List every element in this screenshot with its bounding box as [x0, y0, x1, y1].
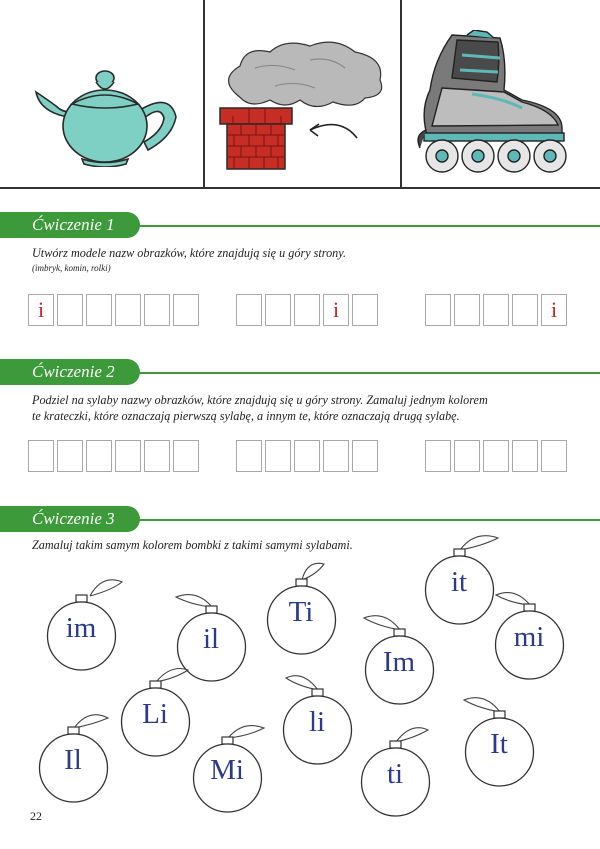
ornament-bauble[interactable]	[116, 660, 194, 760]
letter-box[interactable]: i	[541, 294, 567, 326]
ornament-syllable: mi	[513, 621, 545, 653]
ornament-syllable: Ti	[288, 596, 314, 628]
syllable-box[interactable]	[454, 440, 480, 472]
ornament-bauble[interactable]	[278, 668, 356, 768]
letter-box-group-rollerskates	[425, 294, 567, 326]
syllable-box[interactable]	[173, 440, 199, 472]
letter-box[interactable]	[425, 294, 451, 326]
letter-box[interactable]	[57, 294, 83, 326]
syllable-box[interactable]	[115, 440, 141, 472]
letter-box[interactable]: i	[323, 294, 349, 326]
syllable-box-group-teapot	[28, 440, 199, 472]
exercise3-rule	[120, 519, 600, 521]
letter-box[interactable]	[236, 294, 262, 326]
ornament-bauble[interactable]	[490, 583, 568, 683]
syllable-box[interactable]	[57, 440, 83, 472]
exercise1-instruction: Utwórz modele nazw obrazków, które znajdują się u góry strony.	[32, 246, 347, 260]
letter-box[interactable]	[512, 294, 538, 326]
exercise2-instruction-line1: Podziel na sylaby nazwy obrazków, które znajdują się u góry strony. Zamaluj jednym kolorem	[32, 393, 488, 407]
syllable-box[interactable]	[265, 440, 291, 472]
rollerskate-icon	[412, 30, 577, 180]
syllable-box-group-chimney	[236, 440, 378, 472]
ornament-bauble[interactable]	[356, 720, 434, 820]
picture-row-border	[0, 187, 600, 189]
letter-box[interactable]	[173, 294, 199, 326]
letter-box[interactable]	[294, 294, 320, 326]
ornament-syllable: Mi	[210, 754, 244, 786]
picture-divider	[203, 0, 205, 188]
syllable-box[interactable]	[323, 440, 349, 472]
exercise2-title: Ćwiczenie 2	[0, 359, 140, 385]
letter-box[interactable]	[115, 294, 141, 326]
letter-box[interactable]	[265, 294, 291, 326]
syllable-box[interactable]	[236, 440, 262, 472]
ornament-syllable: Li	[142, 698, 168, 730]
exercise2-instruction-line2: te krateczki, które oznaczają pierwszą sylabę, a innym te, które oznaczają drugą sylabę.	[32, 409, 460, 423]
letter-box[interactable]	[144, 294, 170, 326]
syllable-box[interactable]	[294, 440, 320, 472]
ornament-bauble[interactable]	[188, 716, 266, 816]
ornament-syllable: It	[490, 728, 508, 760]
teapot-icon	[30, 62, 180, 167]
ornament-bauble[interactable]	[360, 608, 438, 708]
exercise1-title: Ćwiczenie 1	[0, 212, 140, 238]
syllable-box-group-rollerskates	[425, 440, 567, 472]
picture-divider	[400, 0, 402, 188]
exercise2-rule	[120, 372, 600, 374]
picture-row	[0, 0, 600, 188]
letter-box[interactable]: i	[28, 294, 54, 326]
syllable-box[interactable]	[512, 440, 538, 472]
syllable-box[interactable]	[86, 440, 112, 472]
exercise1-rule	[120, 225, 600, 227]
ornament-syllable: il	[202, 623, 220, 655]
letter-box-group-teapot	[28, 294, 199, 326]
letter-box[interactable]	[454, 294, 480, 326]
ornament-syllable: ti	[386, 758, 404, 790]
ornament-bauble[interactable]	[460, 690, 538, 790]
syllable-box[interactable]	[144, 440, 170, 472]
exercise3-instruction: Zamaluj takim samym kolorem bombki z takimi samymi sylabami.	[32, 538, 353, 552]
letter-box[interactable]	[86, 294, 112, 326]
letter-box[interactable]	[483, 294, 509, 326]
syllable-box[interactable]	[352, 440, 378, 472]
syllable-box[interactable]	[541, 440, 567, 472]
exercise3-title: Ćwiczenie 3	[0, 506, 140, 532]
ornament-bauble[interactable]	[34, 706, 112, 806]
chimney-icon	[215, 38, 390, 173]
ornament-syllable: it	[450, 566, 468, 598]
letter-box-group-chimney	[236, 294, 378, 326]
exercise1-hint: (imbryk, komin, rolki)	[32, 263, 111, 273]
syllable-box[interactable]	[28, 440, 54, 472]
letter-box[interactable]	[352, 294, 378, 326]
ornament-syllable: im	[65, 612, 97, 644]
ornament-bauble[interactable]	[42, 574, 120, 674]
ornament-bauble[interactable]	[262, 558, 340, 658]
ornament-syllable: Il	[64, 744, 82, 776]
syllable-box[interactable]	[425, 440, 451, 472]
ornament-syllable: li	[308, 706, 326, 738]
syllable-box[interactable]	[483, 440, 509, 472]
ornament-syllable: Im	[382, 646, 416, 678]
page-number: 22	[30, 809, 42, 823]
